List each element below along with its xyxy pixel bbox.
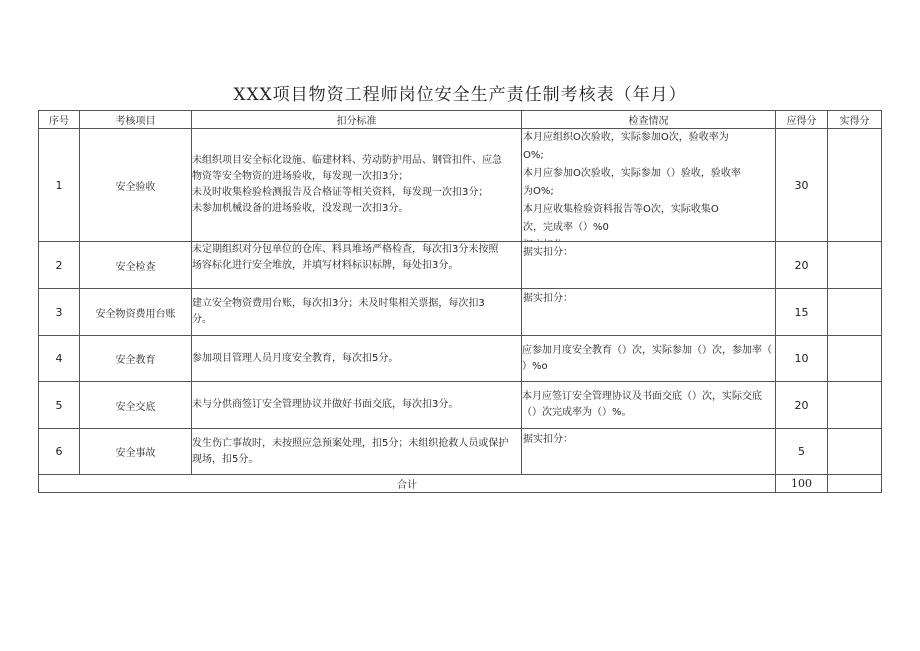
- standard-line: 现场，扣5分。: [192, 453, 259, 465]
- check-line: ）%o: [522, 360, 548, 372]
- check-line: 本月应组织O次验收，实际参加O次，验收率为: [523, 132, 729, 143]
- row-standard: [192, 336, 522, 382]
- row-item: 安全验收: [80, 129, 192, 242]
- row-item: 安全事故: [80, 429, 192, 475]
- table-row: [39, 129, 882, 242]
- check-line: （）次完成率为（）%。: [522, 407, 632, 418]
- check-line: 据实扣分：: [523, 247, 573, 258]
- header-item: 考核项目: [80, 111, 192, 129]
- row-seq: 4: [39, 336, 80, 382]
- check-line: 本月应签订安全管理协议及书面交底（）次，实际交底: [522, 391, 762, 402]
- check-line: 本月应收集检验资料报告等O次，实际收集O: [523, 204, 719, 215]
- row-check: [522, 382, 776, 429]
- row-item: 安全教育: [80, 336, 192, 382]
- header-row: [39, 111, 882, 129]
- table-row: [39, 382, 882, 429]
- standard-line: 分。: [192, 314, 212, 325]
- row-standard: [192, 129, 522, 242]
- check-line: 据实扣分：: [523, 293, 573, 304]
- row-item: 安全交底: [80, 382, 192, 429]
- header-should-score: 应得分: [776, 111, 828, 129]
- header-standard: 扣分标准: [192, 111, 522, 129]
- header-seq: 序号: [39, 111, 80, 129]
- row-check: [522, 289, 776, 336]
- page-title: XXX项目物资工程师岗位安全生产责任制考核表（年月）: [233, 85, 687, 105]
- row-item: 安全检查: [80, 242, 192, 289]
- row-score: 10: [776, 336, 828, 382]
- check-line: 应参加月度安全教育（）次，实际参加（）次，参加率（: [522, 344, 772, 356]
- row-actual-score[interactable]: [828, 336, 882, 382]
- header-check: 检查情况: [522, 111, 776, 129]
- total-actual-score[interactable]: [828, 475, 882, 493]
- row-score: 30: [776, 129, 828, 242]
- row-standard: [192, 429, 522, 475]
- standard-line: 发生伤亡事故时，未按照应急预案处理，扣5分；未组织抢救人员或保护: [192, 437, 509, 449]
- check-line: 为O%;: [523, 186, 554, 197]
- row-check: [522, 242, 776, 289]
- check-line: 次，完成率（）%0: [523, 222, 609, 233]
- row-score: 20: [776, 242, 828, 289]
- table-row: [39, 289, 882, 336]
- row-score: 5: [776, 429, 828, 475]
- check-line: [523, 237, 775, 241]
- row-check: [522, 336, 776, 382]
- check-line: 据实扣分：: [523, 434, 573, 445]
- table-row: [39, 429, 882, 475]
- row-actual-score[interactable]: [828, 382, 882, 429]
- assessment-table: [38, 110, 882, 493]
- standard-line: 未组织项目安全标化设施、临建材料、劳动防护用品、钢管扣件、应急: [192, 155, 502, 166]
- check-line: 本月应参加O次验收，实际参加（）验收，验收率: [523, 168, 741, 179]
- standard-line: 未定期组织对分包单位的仓库、料具堆场严格检查，每次扣3分未按照: [192, 244, 499, 255]
- standard-line: 物资等安全物资的进场验收，每发现一次扣3分；: [192, 171, 409, 182]
- row-score: 20: [776, 382, 828, 429]
- row-score: 15: [776, 289, 828, 336]
- row-check: [522, 129, 776, 242]
- table-row: [39, 242, 882, 289]
- row-seq: 1: [39, 129, 80, 242]
- header-actual-score: 实得分: [828, 111, 882, 129]
- row-standard: [192, 289, 522, 336]
- total-row: [39, 475, 882, 493]
- row-seq: 5: [39, 382, 80, 429]
- total-label: 合计: [39, 475, 776, 493]
- standard-line: 未与分供商签订安全管理协议并做好书面交底，每次扣3分。: [192, 399, 459, 410]
- standard-line: 场容标化进行安全堆放，并填写材料标识标牌，每处扣3分。: [192, 260, 459, 271]
- row-check: [522, 429, 776, 475]
- total-score: 100: [776, 475, 828, 493]
- row-actual-score[interactable]: [828, 429, 882, 475]
- row-standard: [192, 242, 522, 289]
- row-seq: 2: [39, 242, 80, 289]
- row-actual-score[interactable]: [828, 129, 882, 242]
- standard-line: 建立安全物资费用台账，每次扣3分；未及时集相关票据，每次扣3: [192, 298, 485, 309]
- table-row: [39, 336, 882, 382]
- row-item: 安全物资费用台账: [80, 289, 192, 336]
- row-standard: [192, 382, 522, 429]
- standard-line: 未及时收集检验检测报告及合格证等相关资料，每发现一次扣3分；: [192, 187, 489, 198]
- row-actual-score[interactable]: [828, 289, 882, 336]
- check-line: O%;: [523, 150, 544, 161]
- row-seq: 3: [39, 289, 80, 336]
- row-seq: 6: [39, 429, 80, 475]
- standard-line: 未参加机械设备的进场验收，没发现一次扣3分。: [192, 203, 409, 214]
- row-actual-score[interactable]: [828, 242, 882, 289]
- standard-line: 参加项目管理人员月度安全教育，每次扣5分。: [192, 352, 399, 364]
